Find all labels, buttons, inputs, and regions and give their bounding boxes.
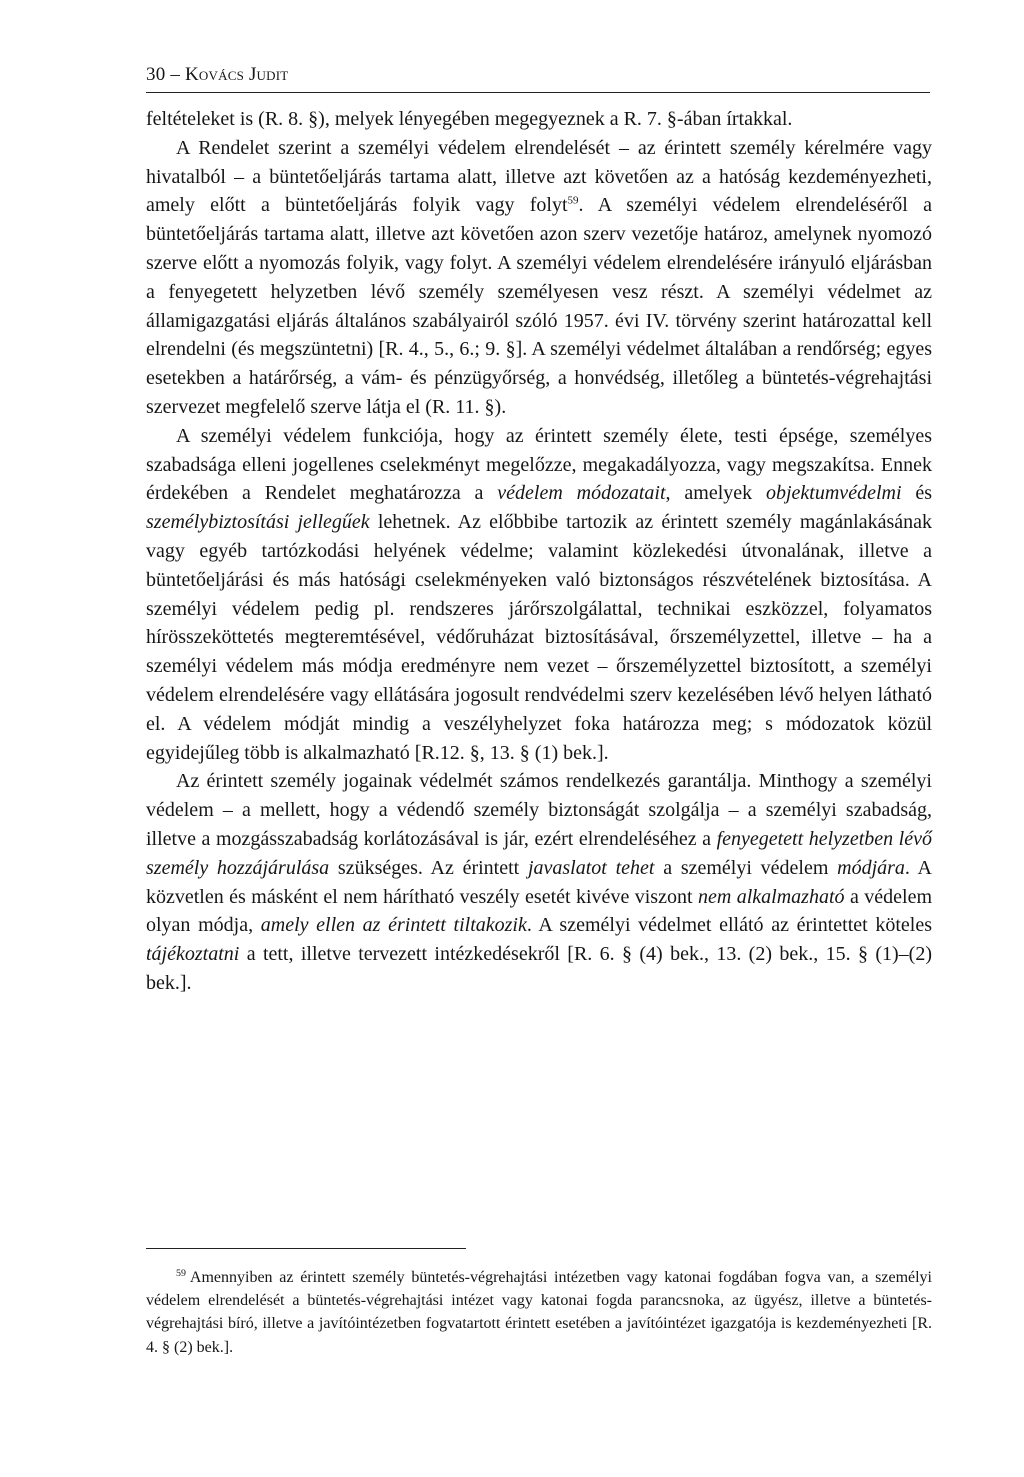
running-header (146, 62, 930, 93)
emphasis: védelem módozatait (497, 482, 666, 505)
paragraph-2 (146, 134, 932, 422)
text-run: . A közvetlen és másként el nem hárítható veszély esetét kivéve viszont (146, 856, 932, 908)
text-run: a védelem olyan módja, (146, 885, 932, 937)
text-run: a tett, illetve tervezett intézkedésekről [R. 6. § (4) bek., 13. (2) bek., 15. § (1)–(2) bek.]. (146, 943, 932, 994)
footnote (146, 1266, 932, 1359)
paragraph-3 (146, 422, 932, 768)
page-number: 30 (146, 64, 166, 85)
author-name: Kovács Judit (185, 64, 289, 85)
footnote-ref: 59 (567, 194, 579, 207)
emphasis: nem alkalmazható (697, 885, 845, 908)
emphasis: módjára (837, 856, 905, 879)
text-run: . A személyi védelem elrendeléséről a büntetőeljárás tartama alatt, illetve azt követően azon szerv vezetője határoz, amelynek nyomozó szerve előtt a nyomozás folyik, vagy folyt. A személyi védelem elrendelésére irányuló eljárásban a fenyegetett helyzetben lévő személy személyesen vesz részt. A személyi védelmet az államigazgatási eljárás általános szabályairól szóló 1957. évi IV. törvény szerint határozattal kell elrendelni (és megszüntetni) [R. 4., 5., 6.; 9. §]. A személyi védelmet általában a rendőrség; egyes esetekben a határőrség, a vám- és pénzügyőrség, a honvédség, illetőleg a büntetés-végrehajtási szervezet megfelelő szerve látja el (R. 11. §). (146, 194, 932, 418)
text-run: a személyi védelem (654, 856, 838, 879)
running-head (146, 64, 288, 86)
emphasis: objektumvédelmi (766, 482, 902, 505)
emphasis: amely ellen az érintett tiltakozik (260, 914, 527, 937)
emphasis: fenyegetett helyzetben lévő személy hozzájárulása (146, 827, 932, 879)
emphasis: javaslatot tehet (527, 856, 655, 879)
paragraph-1 (146, 105, 932, 134)
text-run: Az érintett személy jogainak védelmét számos rendelkezés garantálja. Minthogy a személyi védelem – a mellett, hogy a védendő személy biztonságát szolgálja – a személyi szabadság, illetve a mozgásszabadság korlátozásával is jár, ezért elrendeléséhez a (146, 770, 932, 850)
text-run: lehetnek. Az előbbibe tartozik az érintett személy magánlakásának vagy egyéb tartózkodási helyének védelme; valamint közlekedési útvonalának, illetve a büntetőeljárási és más hatósági cselekményeken való biztonságos részvételének biztosítása. A személyi védelem pedig pl. rendszeres járőrszolgálattal, technikai eszközzel, folyamatos hírösszeköttetés megteremtésével, védőruházat biztosításával, őrszemélyzettel, illetve – ha a személyi védelem más módja eredményre nem vezet – őrszemélyzettel biztosított, a személyi védelem elrendelésére vagy ellátására jogosult rendvédelmi szerv kezelésében lévő helyen látható el. A védelem módját mindig a veszélyhelyzet foka határozza meg; s módozatok közül egyidejűleg több is alkalmazható [R.12. §, 13. § (1) bek.]. (146, 511, 932, 764)
text-run: szükséges. Az érintett (329, 856, 528, 879)
footnote-number: 59 (176, 1267, 186, 1279)
text-run: A személyi védelem funkciója, hogy az érintett személy élete, testi épsége, személyes szabadsága elleni jogellenes cselekményt megelőzze, megakadályozza, vagy megszakítsa. Ennek érdekében a Rendelet meghatározza a (146, 424, 932, 505)
emphasis: személybiztosítási jellegűek (146, 511, 370, 534)
header-separator: – (165, 64, 186, 85)
text-run: , amelyek (665, 482, 766, 505)
text-run: feltételeket is (R. 8. §), melyek lényegében megegyeznek a R. 7. §-ában írtakkal. (146, 108, 793, 130)
text-run: . A személyi védelmet ellátó az érintettet köteles (526, 914, 932, 937)
text-run: és (901, 482, 933, 505)
emphasis: tájékoztatni (146, 943, 240, 966)
paragraph-4 (146, 767, 932, 997)
body-text (146, 105, 932, 998)
footnote-separator (146, 1248, 466, 1249)
text-run: A Rendelet szerint a személyi védelem elrendelését – az érintett személy kérelmére vagy hivatalból – a büntetőeljárás tartama alatt, illetve azt követően az a hatóság kezdeményezheti, amely előtt a büntetőeljárás folyik vagy folyt (146, 136, 932, 217)
footnote-paragraph (146, 1266, 932, 1359)
footnote-text: Amennyiben az érintett személy büntetés-végrehajtási intézetben vagy katonai fogdában fogva van, a személyi védelem elrendelését a büntetés-végrehajtási intézet vagy katonai fogda parancsnoka, az ügyész, illetve a büntetés-végrehajtási bíró, illetve a javítóintézetben fogvatartott érintett esetében a javítóintézet igazgatója is kezdeményezheti [R. 4. § (2) bek.]. (146, 1269, 932, 1356)
